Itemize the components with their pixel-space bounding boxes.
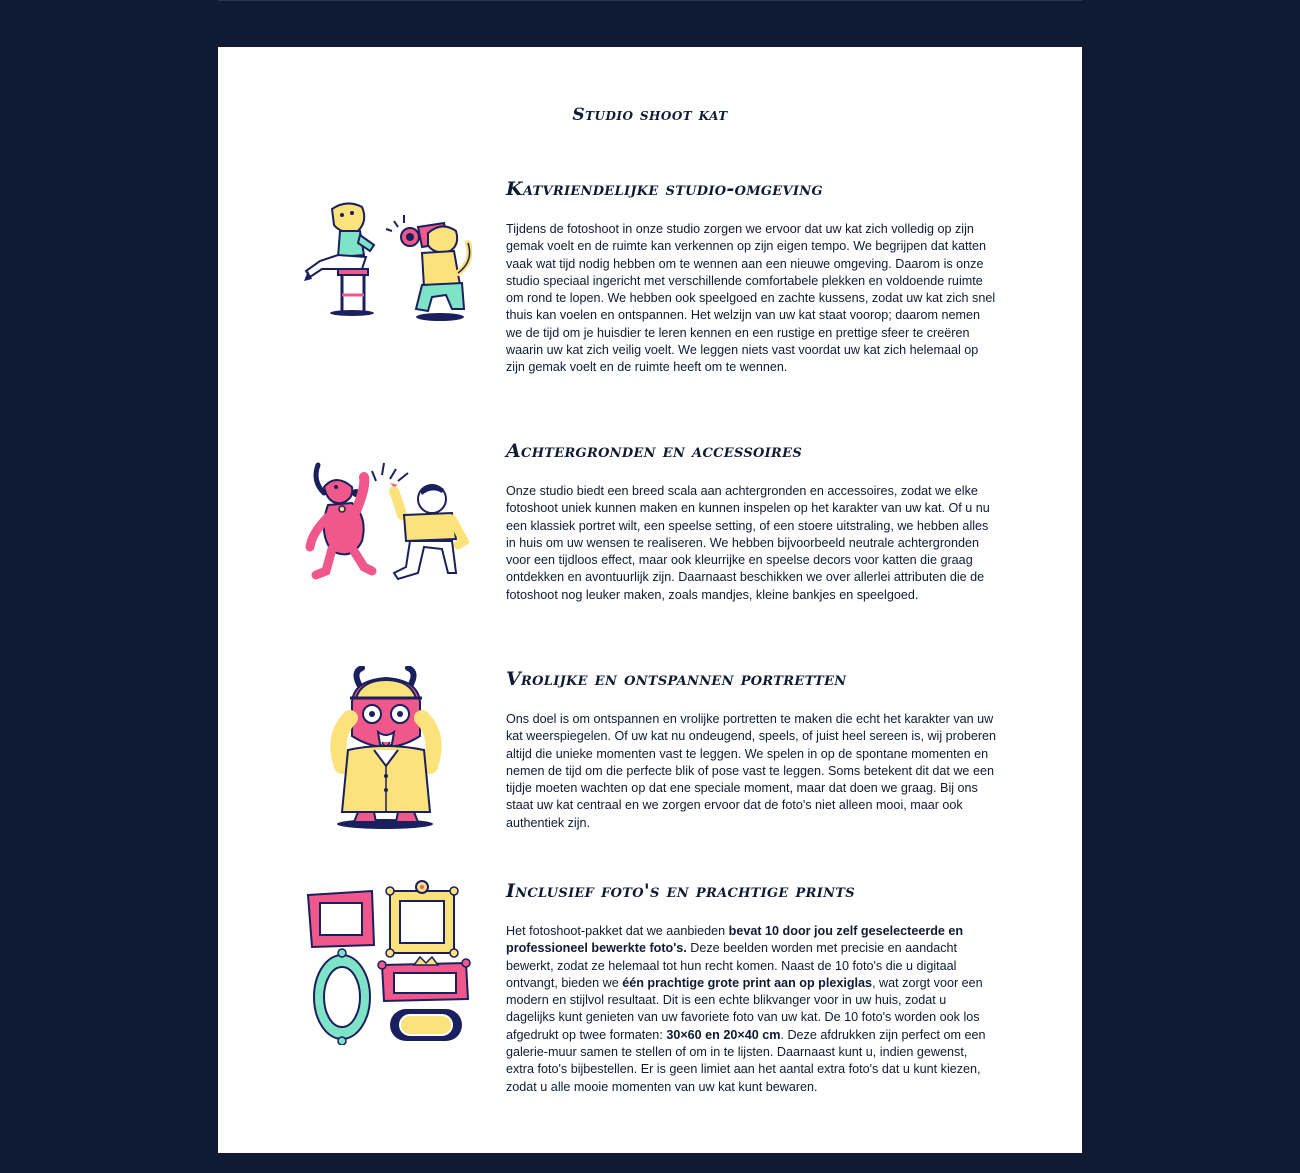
highlight-text: 30×60 en 20×40 cm	[666, 1027, 781, 1042]
highlight-text: één prachtige grote print aan op plexiglas	[622, 975, 873, 990]
section-text-rich	[506, 923, 998, 1096]
photographer-illustration	[302, 199, 472, 325]
section-title: Achtergronden en accessoires	[506, 440, 803, 462]
body-text: . Deze afdrukken zijn perfect om een galerie-muur samen te stellen of om in te lijsten. Daarnaast kunt u, indien gewenst, extra foto's bijbestellen. Er is geen limiet aan het aantal extra foto's dat u kunt kiezen, zodat u alle mooie momenten van uw kat kunt bewaren.	[506, 1027, 986, 1094]
body-text: Deze beelden worden met precisie en aandacht bewerkt, zodat ze helemaal tot hun recht komen. Naast de 10 foto's die u digitaal ontvangt, bieden we	[506, 941, 958, 990]
section-text: Ons doel is om ontspannen en vrolijke portretten te maken die echt het karakter van uw kat weerspiegelen. Of uw kat nu ondeugend, speels, of juist heel sereen is, wij proberen altijd die unieke momenten vast te leggen. We spelen in op de spontane momenten en nemen de tijd om die perfecte blik of pose vast te leggen. Soms betekent dit dat we een tijdje moeten wachten op dat ene speciale moment, maar dat doen we graag. Bij ons staat uw kat centraal en we zorgen ervoor dat de foto's niet alleen mooi, maar ook authentiek zijn.	[506, 712, 997, 830]
funny-face-character-illustration	[302, 666, 472, 832]
top-divider	[218, 0, 1082, 1]
body-text: Het fotoshoot-pakket dat we aanbieden	[506, 924, 729, 938]
section-title: Katvriendelijke studio-omgeving	[506, 178, 823, 200]
highlight-text: bevat 10 door jou zelf geselecteerde en professioneel bewerkte foto's.	[506, 924, 964, 956]
body-text: , wat zorgt voor een modern en stijlvol resultaat. Dit is een echte blikvanger voor in uw huis, zodat u dagelijks kunt genieten van uw favoriete foto van uw kat. De 10 foto's worden ook los afgedrukt op twee formaten:	[506, 975, 983, 1042]
section-text: Tijdens de fotoshoot in onze studio zorgen we ervoor dat uw kat zich volledig op zijn gemak voelt en de ruimte kan verkennen op zijn eigen tempo. We begrijpen dat katten vaak wat tijd nodig hebben om te wennen aan een nieuwe omgeving. Daarom is onze studio speciaal ingericht met verschillende comfortabele plekken en voldoende ruimte om rond te lopen. We hebben ook speelgoed en zachte kussens, zodat uw kat zich snel thuis kan voelen en ontspannen. Het welzijn van uw kat staat voorop; daarom nemen we de tijd om je huisdier te leren kennen en een rustige en prettige sfeer te creëren waarin uw kat zich veilig voelt. We leggen niets vast voordat uw kat zich helemaal op zijn gemak voelt en de ruimte heeft om te wennen.	[506, 222, 996, 375]
page-title: Studio shoot kat	[572, 105, 728, 125]
content-card	[218, 47, 1082, 1153]
picture-frames-illustration	[302, 879, 472, 1045]
section-title: Inclusief foto's en prachtige prints	[506, 880, 855, 902]
section-title: Vrolijke en ontspannen portretten	[506, 668, 847, 690]
section-text: Onze studio biedt een breed scala aan achtergronden en accessoires, zodat we elke fotoshoot uniek kunnen maken en kunnen inspelen op het karakter van uw kat. Of u nu een klassiek portret wilt, een speelse setting, of een stoere uitstraling, we hebben alles in huis om uw wensen te realiseren. We hebben bijvoorbeeld neutrale achtergronden voor een tijdloos effect, maar ook kleurrijke en speelse decors voor katten die graag ontdekken en avontuurlijk zijn. Daarnaast beschikken we over allerlei attributen die de fotoshoot nog leuker maken, zoals mandjes, kleine bankjes en speelgoed.	[506, 484, 990, 602]
dog-high-five-illustration	[302, 457, 472, 587]
